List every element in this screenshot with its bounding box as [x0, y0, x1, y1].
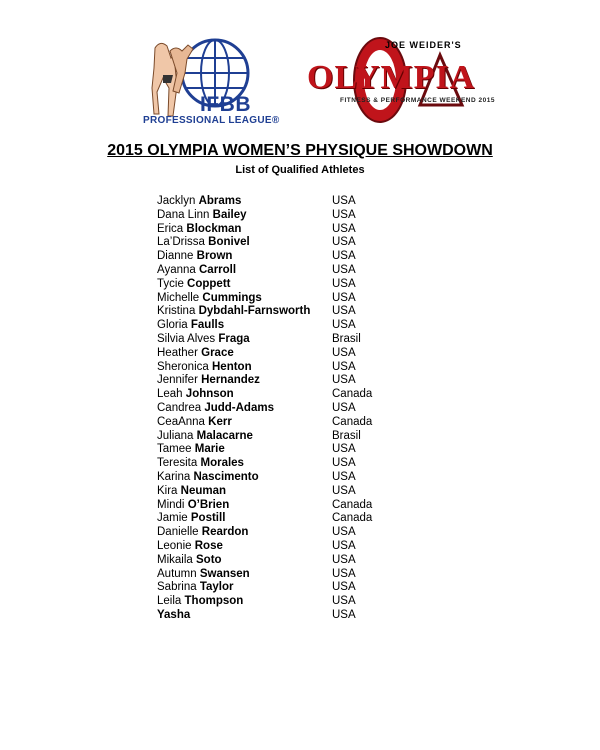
athlete-name [157, 264, 332, 278]
athlete-row [157, 305, 457, 319]
athlete-last-name: Malacarne [196, 429, 253, 442]
athlete-name [157, 595, 332, 609]
athlete-first-name: Leila [157, 595, 182, 608]
athlete-first-name: Ayanna [157, 263, 196, 276]
athlete-row [157, 595, 457, 609]
athlete-country: Canada [332, 512, 373, 525]
ifbb-subtitle: PROFESSIONAL LEAGUE® [143, 115, 280, 126]
athlete-first-name: Michelle [157, 291, 200, 304]
athlete-last-name: Marie [194, 443, 225, 456]
athlete-country: USA [332, 526, 356, 539]
athlete-row [157, 485, 457, 499]
athlete-name [157, 416, 332, 430]
athlete-name [157, 554, 332, 568]
athlete-last-name: Reardon [201, 526, 249, 539]
athlete-name [157, 457, 332, 471]
athlete-name [157, 347, 332, 361]
olympia-top-text: JOE WEIDER'S [385, 40, 462, 50]
athlete-first-name: Leonie [157, 539, 192, 552]
athlete-row [157, 361, 457, 375]
athlete-last-name: Bailey [212, 208, 247, 221]
athlete-name [157, 223, 332, 237]
athlete-name [157, 402, 332, 416]
athlete-country: USA [332, 277, 356, 290]
athlete-last-name: O’Brien [187, 498, 230, 511]
athlete-last-name: Taylor [199, 581, 234, 594]
athlete-last-name: Brown [196, 250, 233, 263]
athlete-country: Brasil [332, 429, 361, 442]
athlete-row [157, 195, 457, 209]
athlete-last-name: Rose [194, 539, 223, 552]
athlete-row [157, 223, 457, 237]
athlete-first-name: Candrea [157, 401, 202, 414]
athlete-name [157, 236, 332, 250]
athlete-first-name: Sheronica [157, 360, 209, 373]
athlete-row [157, 443, 457, 457]
athlete-row [157, 581, 457, 595]
athlete-name [157, 305, 332, 319]
athlete-country: USA [332, 457, 356, 470]
athlete-country: USA [332, 305, 356, 318]
athlete-first-name: La’Drissa [157, 236, 205, 249]
athlete-first-name: Teresita [157, 457, 198, 470]
athlete-country: USA [332, 263, 356, 276]
athlete-country: USA [332, 360, 356, 373]
athlete-last-name: Henton [212, 360, 252, 373]
athlete-country: USA [332, 401, 356, 414]
athlete-country: USA [332, 553, 356, 566]
athlete-country: USA [332, 539, 356, 552]
athlete-country: USA [332, 208, 356, 221]
athlete-last-name: Yasha [157, 608, 191, 621]
athlete-first-name: Tycie [157, 277, 184, 290]
athlete-row [157, 457, 457, 471]
athlete-row [157, 568, 457, 582]
athlete-row [157, 319, 457, 333]
athlete-country: USA [332, 195, 356, 207]
athlete-name [157, 485, 332, 499]
athlete-last-name: Judd-Adams [204, 401, 274, 414]
athlete-country: USA [332, 484, 356, 497]
athlete-first-name: Dianne [157, 250, 194, 263]
athlete-country: Canada [332, 498, 373, 511]
athlete-row [157, 416, 457, 430]
olympia-tagline: FITNESS & PERFORMANCE WEEKEND 2015 [340, 97, 495, 104]
athlete-first-name: Juliana [157, 429, 194, 442]
athlete-first-name: Jacklyn [157, 195, 196, 207]
athlete-name [157, 581, 332, 595]
athlete-row [157, 540, 457, 554]
athlete-country: USA [332, 581, 356, 594]
athlete-first-name: Heather [157, 346, 198, 359]
athlete-country: USA [332, 470, 356, 483]
athlete-row [157, 609, 457, 623]
athlete-country: USA [332, 222, 356, 235]
athlete-last-name: Faulls [190, 319, 225, 332]
athlete-first-name: Mindi [157, 498, 185, 511]
athlete-name [157, 568, 332, 582]
athlete-row [157, 526, 457, 540]
athlete-first-name: CeaAnna [157, 415, 205, 428]
athlete-last-name: Hernandez [201, 374, 260, 387]
athlete-first-name: Sabrina [157, 581, 197, 594]
athlete-country: USA [332, 608, 356, 621]
athlete-first-name: Autumn [157, 567, 197, 580]
page-title: 2015 OLYMPIA WOMEN’S PHYSIQUE SHOWDOWN [107, 142, 493, 159]
athlete-name [157, 388, 332, 402]
athlete-country: Canada [332, 415, 373, 428]
athlete-first-name: Dana Linn [157, 208, 210, 221]
athlete-last-name: Dybdahl-Farnsworth [198, 305, 311, 318]
athlete-name [157, 250, 332, 264]
athlete-country: USA [332, 567, 356, 580]
athlete-name [157, 443, 332, 457]
athlete-last-name: Swansen [199, 567, 250, 580]
athlete-last-name: Postill [190, 512, 226, 525]
athlete-country: USA [332, 319, 356, 332]
athlete-first-name: Mikaila [157, 553, 193, 566]
athlete-country: USA [332, 443, 356, 456]
athlete-row [157, 236, 457, 250]
olympia-wordmark: OLYMPIA [307, 59, 476, 96]
athlete-last-name: Neuman [180, 484, 227, 497]
athlete-name [157, 512, 332, 526]
athlete-row [157, 554, 457, 568]
athlete-last-name: Johnson [185, 388, 234, 401]
athlete-country: USA [332, 236, 356, 249]
athlete-last-name: Carroll [199, 263, 237, 276]
athlete-name [157, 609, 332, 623]
athlete-country: USA [332, 374, 356, 387]
athlete-last-name: Coppett [187, 277, 231, 290]
athlete-name [157, 430, 332, 444]
athlete-name [157, 209, 332, 223]
athlete-first-name: Gloria [157, 319, 188, 332]
athlete-row [157, 430, 457, 444]
athlete-first-name: Silvia Alves [157, 332, 216, 345]
athlete-row [157, 209, 457, 223]
athlete-row [157, 374, 457, 388]
athlete-name [157, 361, 332, 375]
athlete-list [157, 195, 457, 623]
athlete-name [157, 471, 332, 485]
athlete-first-name: Jamie [157, 512, 188, 525]
athlete-first-name: Leah [157, 388, 183, 401]
athlete-country: USA [332, 595, 356, 608]
athlete-row [157, 333, 457, 347]
athlete-first-name: Danielle [157, 526, 199, 539]
athlete-row [157, 499, 457, 513]
header-logos [0, 0, 600, 140]
athlete-name [157, 195, 332, 209]
athlete-row [157, 292, 457, 306]
athlete-name [157, 319, 332, 333]
athlete-last-name: Abrams [198, 195, 242, 207]
athlete-first-name: Erica [157, 222, 184, 235]
athlete-last-name: Nascimento [193, 470, 259, 483]
athlete-first-name: Karina [157, 470, 191, 483]
athlete-name [157, 499, 332, 513]
athlete-name [157, 526, 332, 540]
athlete-first-name: Jennifer [157, 374, 198, 387]
athlete-row [157, 471, 457, 485]
athlete-last-name: Grace [201, 346, 234, 359]
athlete-name [157, 540, 332, 554]
athlete-first-name: Kristina [157, 305, 196, 318]
ifbb-wordmark: IFBB [200, 93, 251, 116]
athlete-row [157, 250, 457, 264]
athlete-row [157, 402, 457, 416]
athlete-last-name: Kerr [208, 415, 232, 428]
athlete-last-name: Morales [200, 457, 244, 470]
athlete-last-name: Cummings [202, 291, 262, 304]
athlete-last-name: Fraga [218, 332, 250, 345]
athlete-country: Brasil [332, 332, 361, 345]
athlete-row [157, 512, 457, 526]
athlete-country: USA [332, 346, 356, 359]
athlete-country: USA [332, 250, 356, 263]
athlete-name [157, 278, 332, 292]
athlete-first-name: Kira [157, 484, 178, 497]
page-subtitle: List of Qualified Athletes [235, 164, 365, 176]
athlete-row [157, 388, 457, 402]
athlete-name [157, 333, 332, 347]
athlete-last-name: Blockman [186, 222, 242, 235]
athlete-country: Canada [332, 388, 373, 401]
athlete-name [157, 292, 332, 306]
athlete-last-name: Bonivel [208, 236, 250, 249]
athlete-row [157, 264, 457, 278]
athlete-row [157, 278, 457, 292]
athlete-row [157, 347, 457, 361]
athlete-name [157, 374, 332, 388]
athlete-last-name: Thompson [184, 595, 244, 608]
athlete-last-name: Soto [196, 553, 222, 566]
athlete-country: USA [332, 291, 356, 304]
athlete-first-name: Tamee [157, 443, 192, 456]
